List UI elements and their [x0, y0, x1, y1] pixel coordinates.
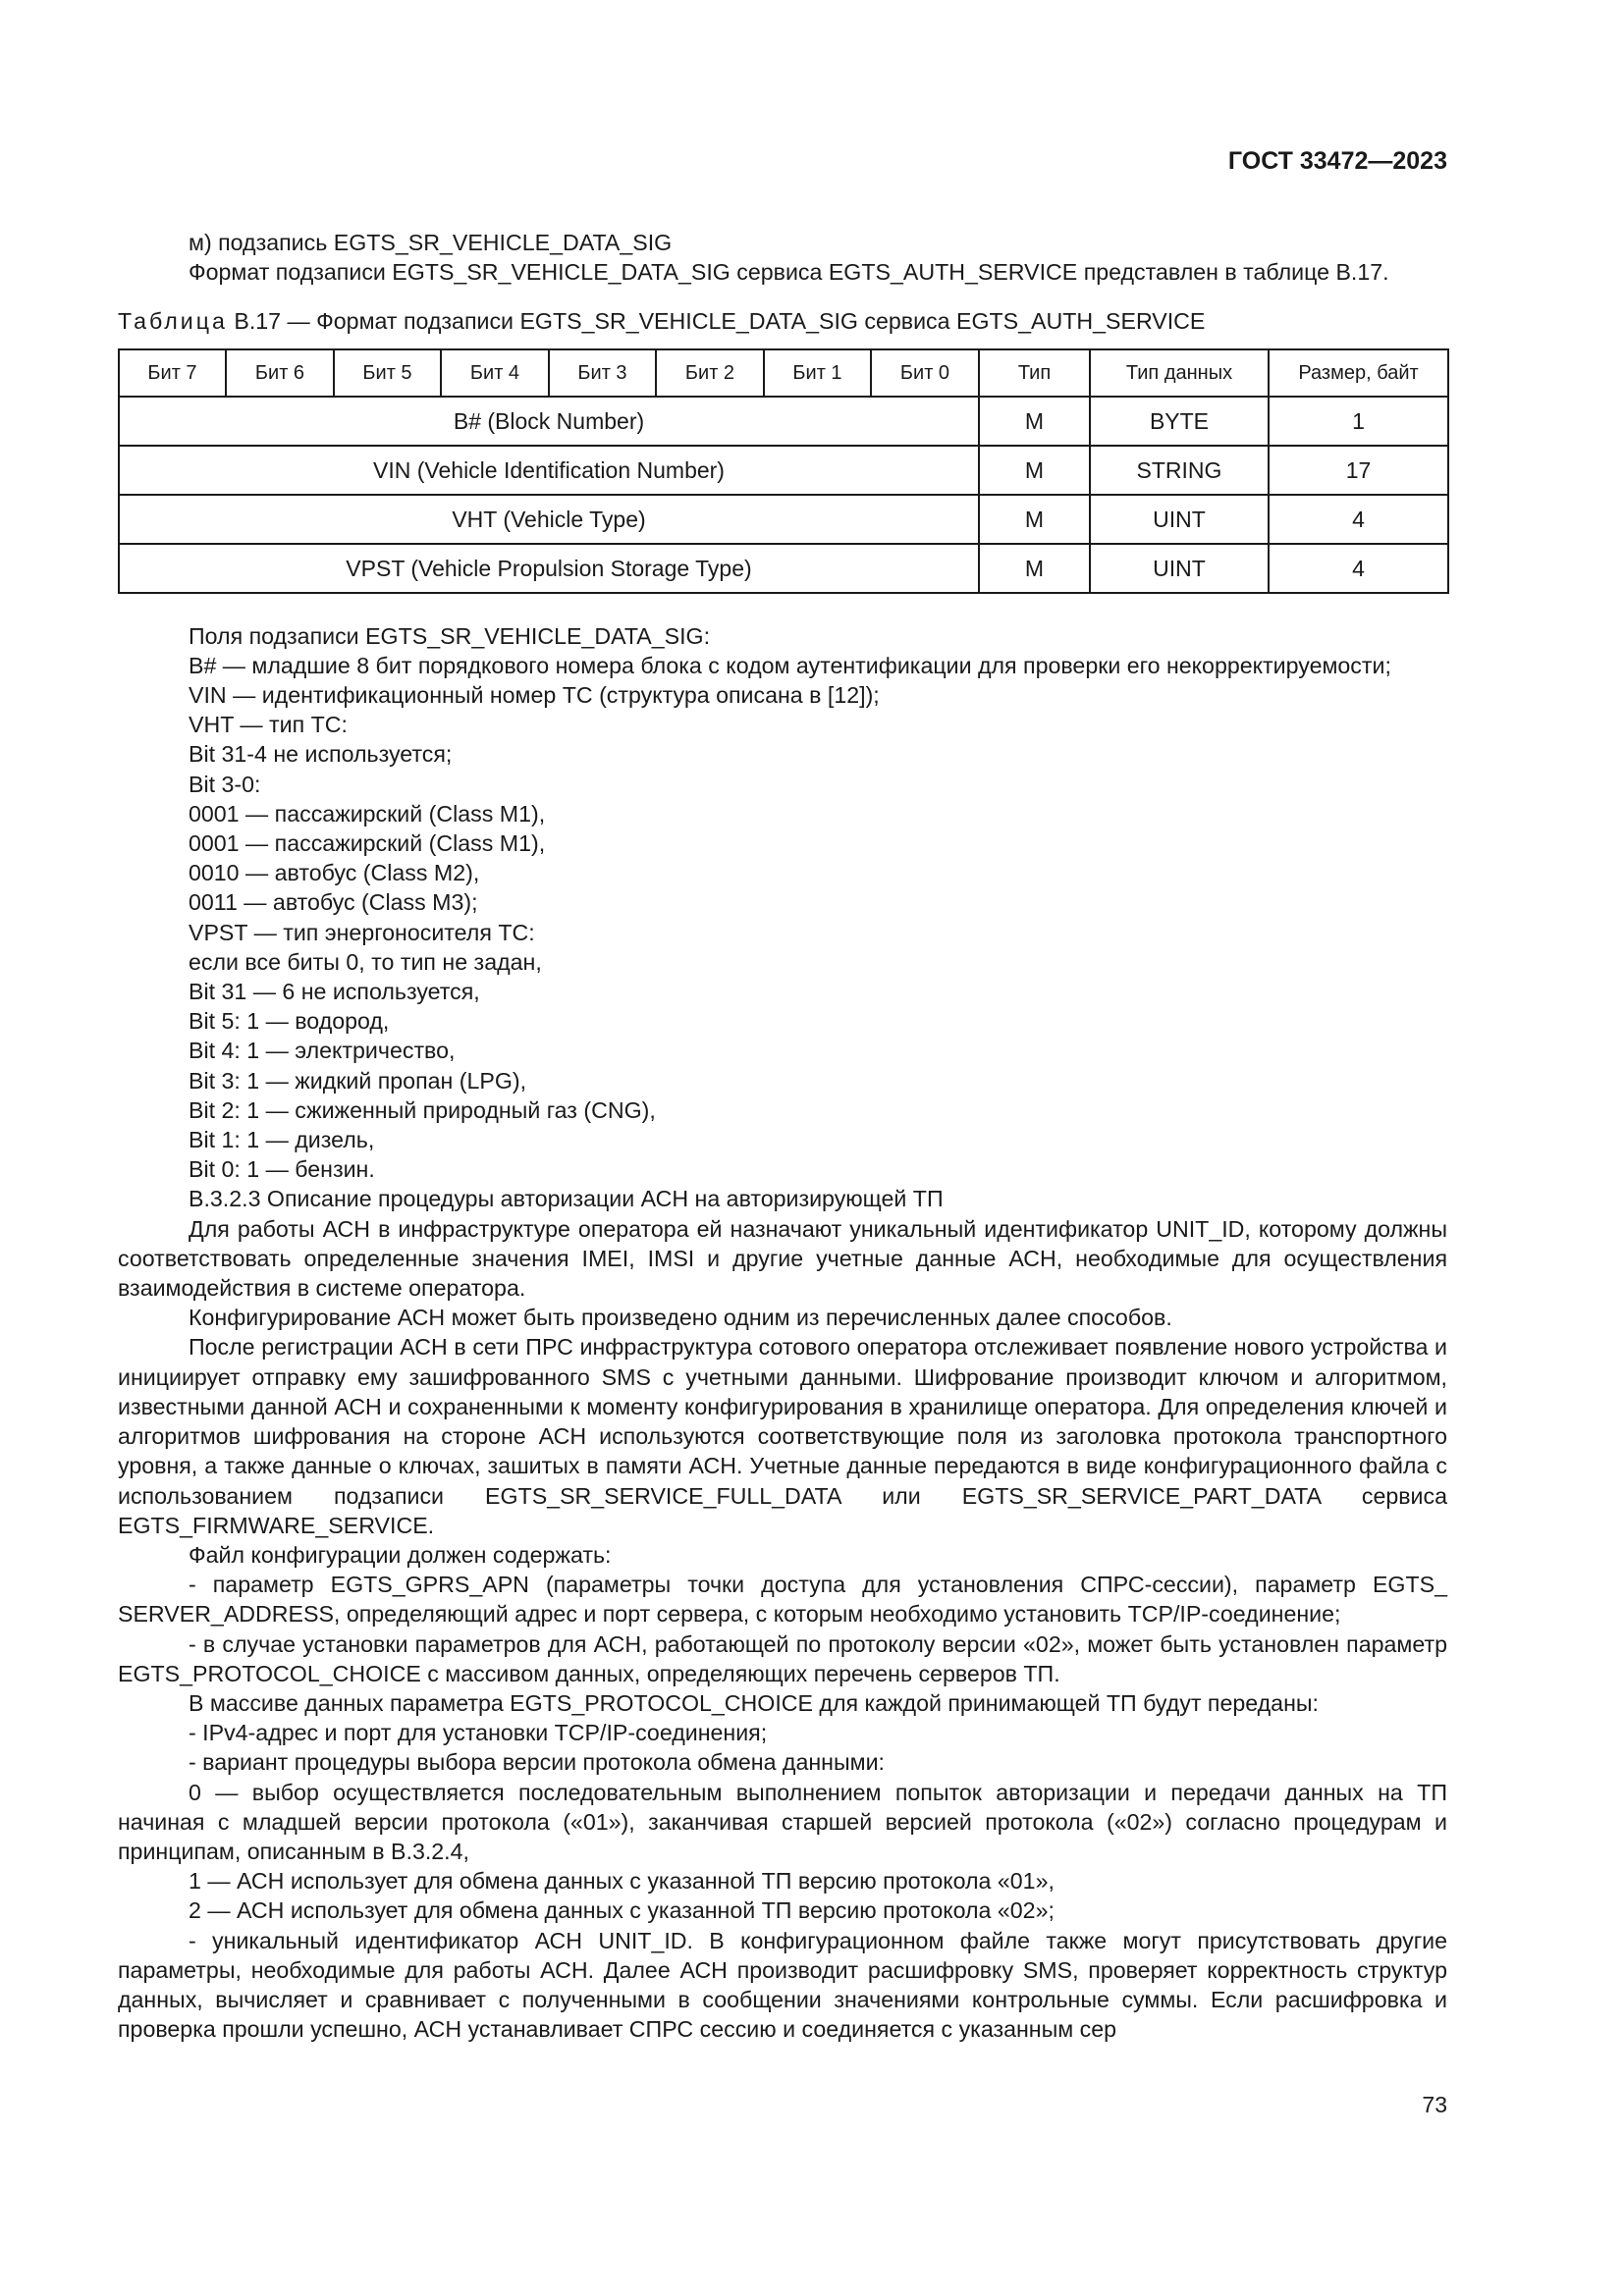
- fields-heading: Поля подзаписи EGTS_SR_VEHICLE_DATA_SIG:: [189, 622, 711, 649]
- list-item: Bit 31 — 6 не используется,: [189, 979, 480, 1005]
- paragraph: Конфигурирование АСН может быть произведено одним из перечисленных далее способов.: [189, 1305, 1172, 1331]
- column-header: Тип данных: [1090, 349, 1269, 397]
- paragraph: После регистрации АСН в сети ПРС инфраструктура сотового оператора отслеживает появление нового устройства и инициирует отправку ему зашифрованного SMS с учетными данными. Шифрование производит ключом и алгоритмом, известными данной АСН и сохраненными к моменту конфигурирования в хранилище оператора. Для определения ключей и алгоритмов шифрования на стороне АСН используются соответствующие поля из заголовка протокола транспортного уровня, а также данные о ключах, зашитых в памяти АСН. Учетные данные передаются в виде конфигурационного файла с использованием подзаписи EGTS_SR_SERVICE_FULL_DATA или EGTS_SR_SERVICE_PART_DATA сервиса EGTS_FIRMWARE_SERVICE.: [118, 1334, 1447, 1538]
- field-description: VPST — тип энергоносителя ТС:: [189, 919, 535, 945]
- table-caption-text: В.17 — Формат подзаписи EGTS_SR_VEHICLE_DATA_SIG сервиса EGTS_AUTH_SERVICE: [234, 308, 1206, 335]
- format-table: [118, 348, 1449, 594]
- paragraph: 2 — АСН использует для обмена данных с указанной ТП версию протокола «02»;: [189, 1897, 1055, 1924]
- subrecord-heading: м) подзапись EGTS_SR_VEHICLE_DATA_SIG: [189, 230, 673, 255]
- type-cell: M: [979, 446, 1090, 495]
- column-header: Бит 6: [226, 349, 334, 397]
- list-item: Bit 1: 1 — дизель,: [189, 1127, 375, 1153]
- column-header: Бит 2: [656, 349, 764, 397]
- table-row: [119, 397, 1448, 446]
- paragraph: - параметр EGTS_GPRS_APN (параметры точки доступа для установления СПРС-сессии), параметр EGTS_​SERVER_ADDRESS, определяющий адрес и порт сервера, с которым необходимо установить TCP/IP-соединение;: [118, 1572, 1447, 1628]
- paragraph: Файл конфигурации должен содержать:: [189, 1541, 612, 1568]
- field-description: VHT — тип ТС:: [189, 712, 348, 738]
- size-cell: 1: [1269, 397, 1448, 446]
- list-item: если все биты 0, то тип не задан,: [189, 948, 542, 975]
- column-header: Бит 1: [764, 349, 871, 397]
- type-cell: M: [979, 544, 1090, 593]
- table-row: [119, 495, 1448, 544]
- paragraph: 0 — выбор осуществляется последовательным выполнением попыток авторизации и передачи данных на ТП начиная с младшей версии протокола («01»), заканчивая старшей версией протокола («02») согласно процедурам и принципам, описанным в В.3.2.4,: [118, 1779, 1447, 1864]
- list-item: Bit 3-0:: [189, 771, 261, 797]
- paragraph: 1 — АСН использует для обмена данных с указанной ТП версию протокола «01»,: [189, 1868, 1055, 1895]
- data-type-cell: UINT: [1090, 544, 1269, 593]
- field-cell: B# (Block Number): [119, 397, 979, 446]
- field-cell: VHT (Vehicle Type): [119, 495, 979, 544]
- table-caption-label: Таблица: [118, 308, 228, 335]
- size-cell: 4: [1269, 495, 1448, 544]
- section-heading: В.3.2.3 Описание процедуры авторизации АСН на авторизирующей ТП: [189, 1186, 944, 1212]
- column-header: Бит 0: [871, 349, 979, 397]
- list-item: 0001 — пассажирский (Class M1),: [189, 830, 546, 857]
- column-header: Тип: [979, 349, 1090, 397]
- type-cell: M: [979, 495, 1090, 544]
- column-header: Бит 3: [549, 349, 656, 397]
- column-header: Бит 7: [119, 349, 226, 397]
- type-cell: M: [979, 397, 1090, 446]
- paragraph: В массиве данных параметра EGTS_PROTOCOL_CHOICE для каждой принимающей ТП будут переданы:: [189, 1689, 1319, 1716]
- field-description: B# — младшие 8 бит порядкового номера блока с кодом аутентификации для проверки его некорректируемости;: [189, 652, 1391, 678]
- list-item: 0011 — автобус (Class M3);: [189, 889, 478, 916]
- size-cell: 17: [1269, 446, 1448, 495]
- list-item: Bit 31-4 не используется;: [189, 741, 453, 768]
- size-cell: 4: [1269, 544, 1448, 593]
- data-type-cell: STRING: [1090, 446, 1269, 495]
- list-item: Bit 0: 1 — бензин.: [189, 1156, 375, 1183]
- paragraph: - IPv4-адрес и порт для установки TCP/IP-соединения;: [189, 1720, 768, 1746]
- list-item: Bit 3: 1 — жидкий пропан (LPG),: [189, 1067, 527, 1094]
- table-header-row: [119, 349, 1448, 397]
- page-number: 73: [1422, 2092, 1447, 2117]
- list-item: 0010 — автобус (Class M2),: [189, 860, 480, 886]
- list-item: Bit 2: 1 — сжиженный природный газ (CNG),: [189, 1096, 656, 1123]
- column-header: Размер, байт: [1269, 349, 1448, 397]
- field-cell: VIN (Vehicle Identification Number): [119, 446, 979, 495]
- table-caption: [118, 306, 1447, 336]
- table-row: [119, 544, 1448, 593]
- column-header: Бит 5: [334, 349, 441, 397]
- page-content: [118, 228, 1447, 2044]
- list-item: Bit 5: 1 — водород,: [189, 1008, 390, 1035]
- paragraph: - уникальный идентификатор АСН UNIT_ID. В конфигурационном файле также могут присутствовать другие параметры, необходимые для работы АСН. Далее АСН производит расшифровку SMS, проверяет корректность структур данных, вычисляет и сравнивает с полученными в сообщении значениями контрольные суммы. Если расшифровка и проверка прошли успешно, АСН устанавливает СПРС сессию и соединяется с указанным сер: [118, 1927, 1447, 2043]
- data-type-cell: UINT: [1090, 495, 1269, 544]
- paragraph: Для работы АСН в инфраструктуре оператора ей назначают уникальный идентификатор UNIT_ID, которому должны соответствовать определенные значения IMEI, IMSI и другие учетные данные АСН, необходимые для осуществления взаимодействия в системе оператора.: [118, 1215, 1447, 1302]
- data-type-cell: BYTE: [1090, 397, 1269, 446]
- paragraph: Формат подзаписи EGTS_SR_VEHICLE_DATA_SIG сервиса EGTS_AUTH_SERVICE представлен в таблице В.17.: [189, 259, 1389, 286]
- column-header: Бит 4: [441, 349, 549, 397]
- list-item: Bit 4: 1 — электричество,: [189, 1038, 456, 1064]
- table-row: [119, 446, 1448, 495]
- field-cell: VPST (Vehicle Propulsion Storage Type): [119, 544, 979, 593]
- paragraph: - в случае установки параметров для АСН, работающей по протоколу версии «02», может быть установлен параметр EGTS_PROTOCOL_CHOICE с массивом данных, определяющих перечень серверов ТП.: [118, 1630, 1447, 1686]
- paragraph: - вариант процедуры выбора версии протокола обмена данными:: [189, 1749, 885, 1776]
- field-description: VIN — идентификационный номер ТС (структура описана в [12]);: [189, 682, 880, 709]
- standard-number: ГОСТ 33472—2023: [1227, 147, 1447, 175]
- list-item: 0001 — пассажирский (Class M1),: [189, 800, 546, 827]
